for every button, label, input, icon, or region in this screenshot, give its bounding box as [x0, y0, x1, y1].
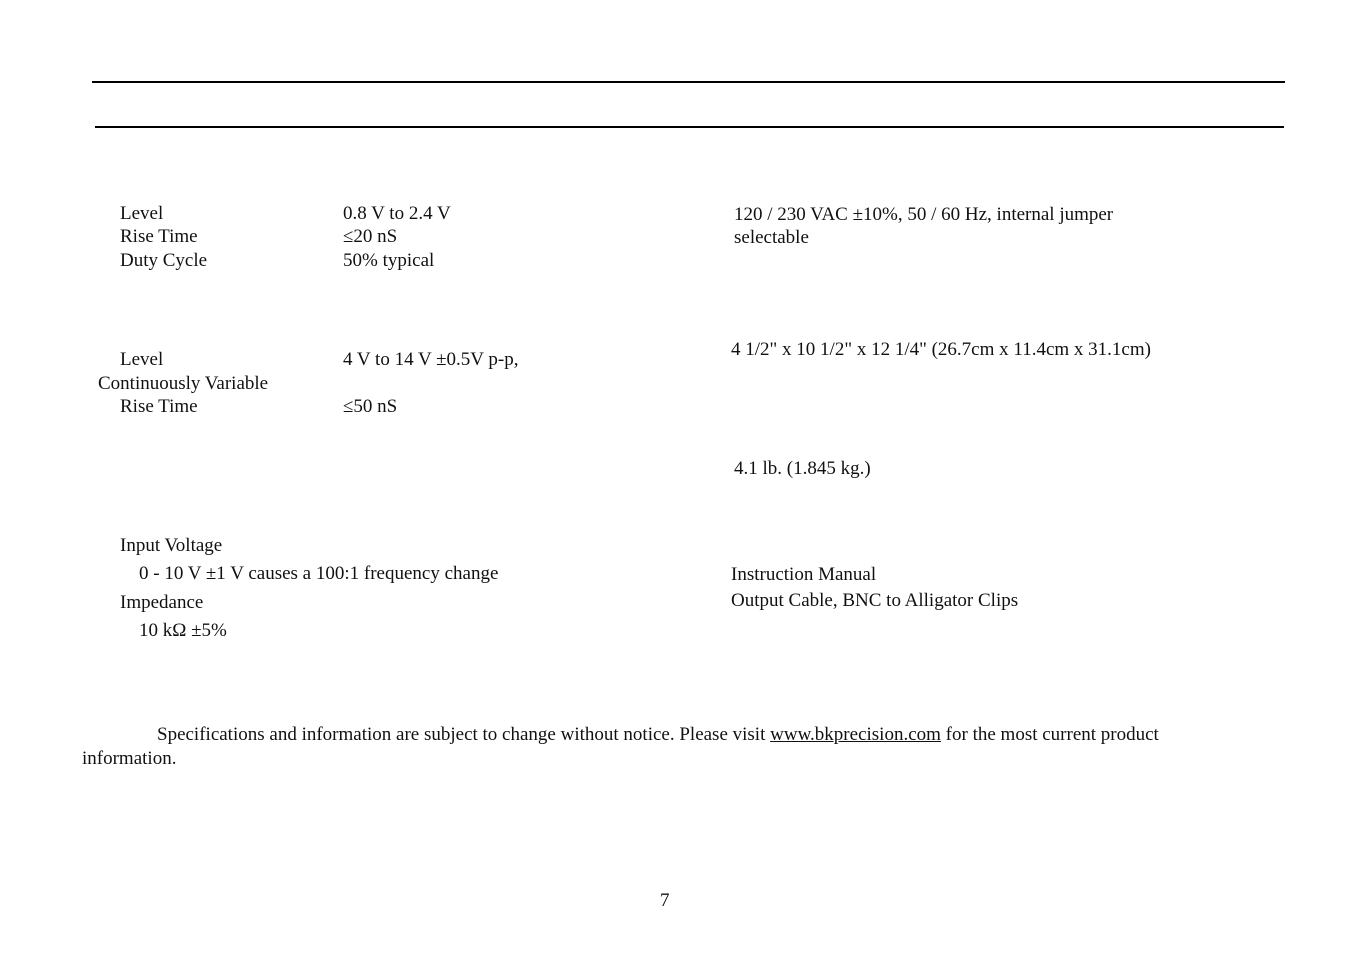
ttl-level-label: Level	[120, 203, 164, 224]
header-rule-bottom	[95, 126, 1284, 128]
disclaimer-text: Specifications and information are subject to change without notice. Please visit	[157, 724, 766, 745]
accessory-item-manual: Instruction Manual	[731, 564, 877, 585]
ttl-duty-label: Duty Cycle	[120, 250, 208, 271]
power-line-1: 120 / 230 VAC ±10%, 50 / 60 Hz, internal jumper	[734, 204, 1114, 225]
page-number: 7	[660, 890, 670, 911]
ttl-rise-label: Rise Time	[120, 226, 198, 247]
ttl-duty-value: 50% typical	[343, 250, 435, 271]
cmos-level-note: Continuously Variable	[98, 373, 269, 394]
power-line-2: selectable	[734, 227, 809, 248]
cmos-rise-value: ≤50 nS	[343, 396, 398, 417]
header-rule-top	[92, 81, 1285, 83]
ttl-rise-value: ≤20 nS	[343, 226, 398, 247]
disclaimer-line-2: information.	[82, 748, 177, 769]
vcf-impedance-value: 10 kΩ ±5%	[139, 620, 227, 641]
ttl-level-value: 0.8 V to 2.4 V	[343, 203, 451, 224]
vcf-impedance-label: Impedance	[120, 592, 204, 613]
website-link[interactable]: www.bkprecision.com	[770, 724, 941, 745]
disclaimer-text-end: for the most current product	[945, 724, 1159, 745]
cmos-rise-label: Rise Time	[120, 396, 198, 417]
cmos-level-label: Level	[120, 349, 164, 370]
weight-value: 4.1 lb. (1.845 kg.)	[734, 458, 871, 479]
vcf-input-label: Input Voltage	[120, 535, 223, 556]
accessory-item-cable: Output Cable, BNC to Alligator Clips	[731, 590, 1019, 611]
vcf-input-value: 0 - 10 V ±1 V causes a 100:1 frequency change	[139, 563, 499, 584]
cmos-level-value: 4 V to 14 V ±0.5V p-p,	[343, 349, 519, 370]
dimensions-value: 4 1/2" x 10 1/2" x 12 1/4" (26.7cm x 11.4cm x 31.1cm)	[731, 339, 1151, 360]
disclaimer-line-1	[157, 725, 1159, 744]
